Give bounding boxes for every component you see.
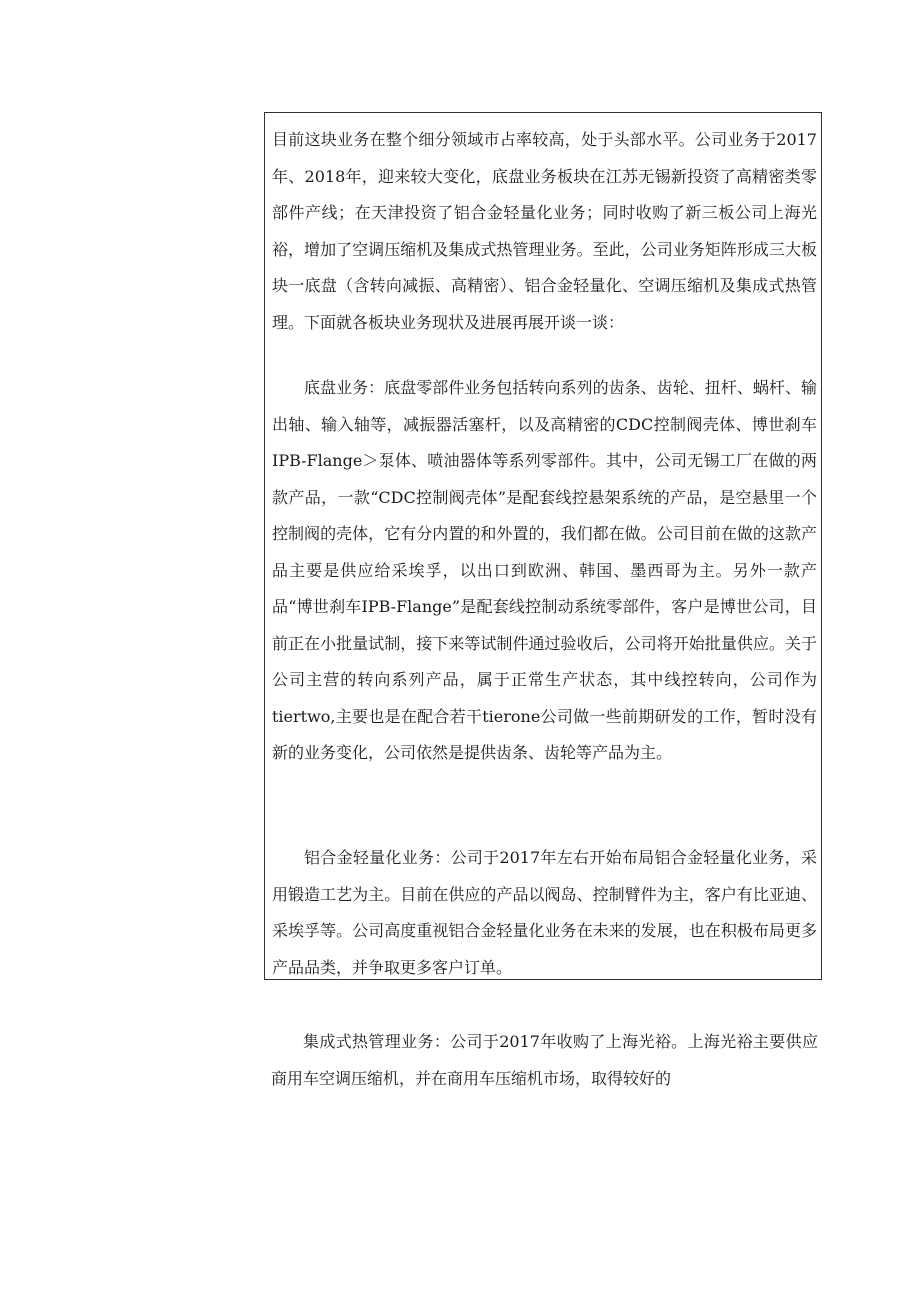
aluminum-lightweight-paragraph: 铝合金轻量化业务：公司于2017年左右开始布局铝合金轻量化业务，采用锻造工艺为主。目前在供应的产品以阀岛、控制臂件为主，客户有比亚迪、采埃孚等。公司高度重视铝合金轻量化业务在未来的发展，也在积极布局更多产品品类，并争取更多客户订单。 [272, 848, 817, 977]
content-table-cell [264, 112, 822, 980]
intro-paragraph: 目前这块业务在整个细分领域市占率较高，处于头部水平。公司业务于2017年、2018年，迎来较大变化，底盘业务板块在江苏无锡新投资了高精密类零部件产线；在天津投资了铝合金轻量化业务；同时收购了新三板公司上海光裕，增加了空调压缩机及集成式热管理业务。至此，公司业务矩阵形成三大板块一底盘（含转向减振、高精密）、铝合金轻量化、空调压缩机及集成式热管理。下面就各板块业务现状及进展再展开谈一谈： [272, 130, 817, 332]
thermal-management-paragraph: 集成式热管理业务：公司于2017年收购了上海光裕。上海光裕主要供应商用车空调压缩机，并在商用车压缩机市场，取得较好的 [271, 1032, 818, 1088]
chassis-business-paragraph: 底盘业务：底盘零部件业务包括转向系列的齿条、齿轮、扭杆、蜗杆、输出轴、输入轴等，减振器活塞杆，以及高精密的CDC控制阀壳体、博世刹车IPB-Flange＞泵体、喷油器体等系列零部件。其中，公司无锡工厂在做的两款产品，一款“CDC控制阀壳体”是配套线控悬架系统的产品，是空悬里一个控制阀的壳体，它有分内置的和外置的，我们都在做。公司目前在做的这款产品主要是供应给采埃孚，以出口到欧洲、韩国、墨西哥为主。另外一款产品“博世刹车IPB-Flange”是配套线控制动系统零部件，客户是博世公司，目前正在小批量试制，接下来等试制件通过验收后，公司将开始批量供应。关于公司主营的转向系列产品，属于正常生产状态，其中线控转向，公司作为tiertwo,主要也是在配合若干tierone公司做一些前期研发的工作，暂时没有新的业务变化，公司依然是提供齿条、齿轮等产品为主。 [272, 378, 817, 762]
